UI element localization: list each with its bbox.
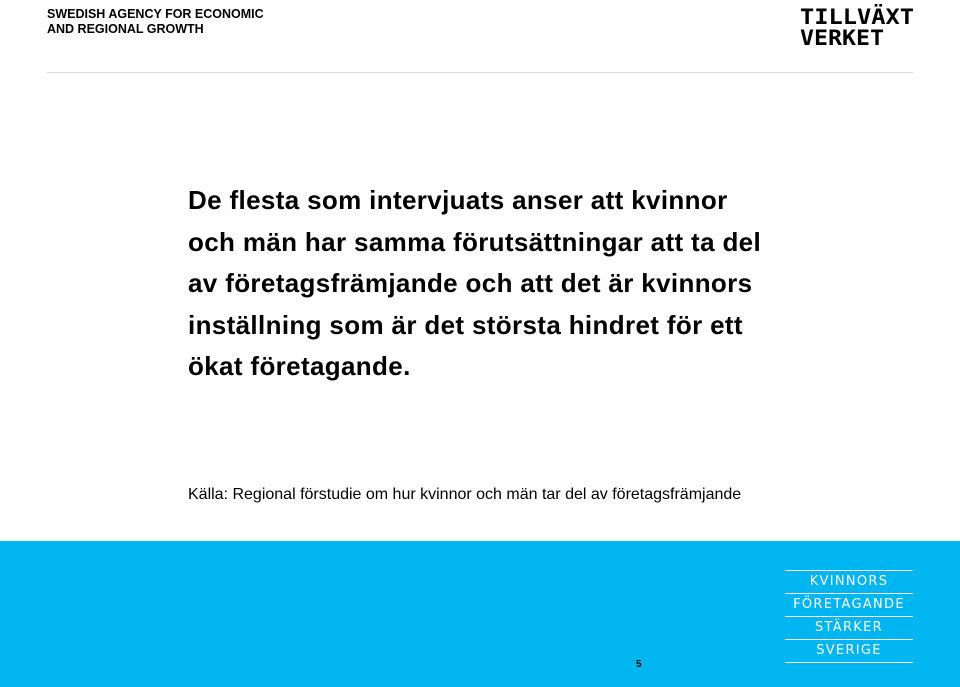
logo-text-line-2: VERKET: [800, 26, 884, 48]
footer-band: [0, 541, 960, 687]
headline-line: av företagsfrämjande och att det är kvinnors: [188, 268, 753, 298]
tillvaxtverket-logo: [800, 2, 916, 48]
agency-name-line-1: SWEDISH AGENCY FOR ECONOMIC: [47, 7, 264, 21]
source-citation: Källa: Regional förstudie om hur kvinnor och män tar del av företagsfrämjande: [188, 486, 742, 503]
page-number: 5: [636, 659, 642, 670]
headline-line: ökat företagande.: [188, 351, 411, 381]
agency-name: [47, 7, 264, 36]
headline-line: och män har samma förutsättningar att ta del: [188, 226, 762, 257]
slide-headline: [188, 180, 888, 388]
campaign-slogan: [785, 570, 913, 663]
slogan-line: SVERIGE: [785, 639, 913, 663]
logo-text-line-1: TILLVÄXT: [800, 5, 902, 29]
header-divider: [47, 72, 913, 73]
agency-name-line-2: AND REGIONAL GROWTH: [47, 21, 204, 36]
slogan-line: FÖRETAGANDE: [785, 593, 913, 616]
slogan-line: KVINNORS: [785, 570, 913, 593]
slogan-line: STÄRKER: [785, 616, 913, 639]
headline-line: De flesta som intervjuats anser att kvinnor: [188, 185, 728, 215]
headline-line: inställning som är det största hindret för ett: [188, 309, 743, 340]
